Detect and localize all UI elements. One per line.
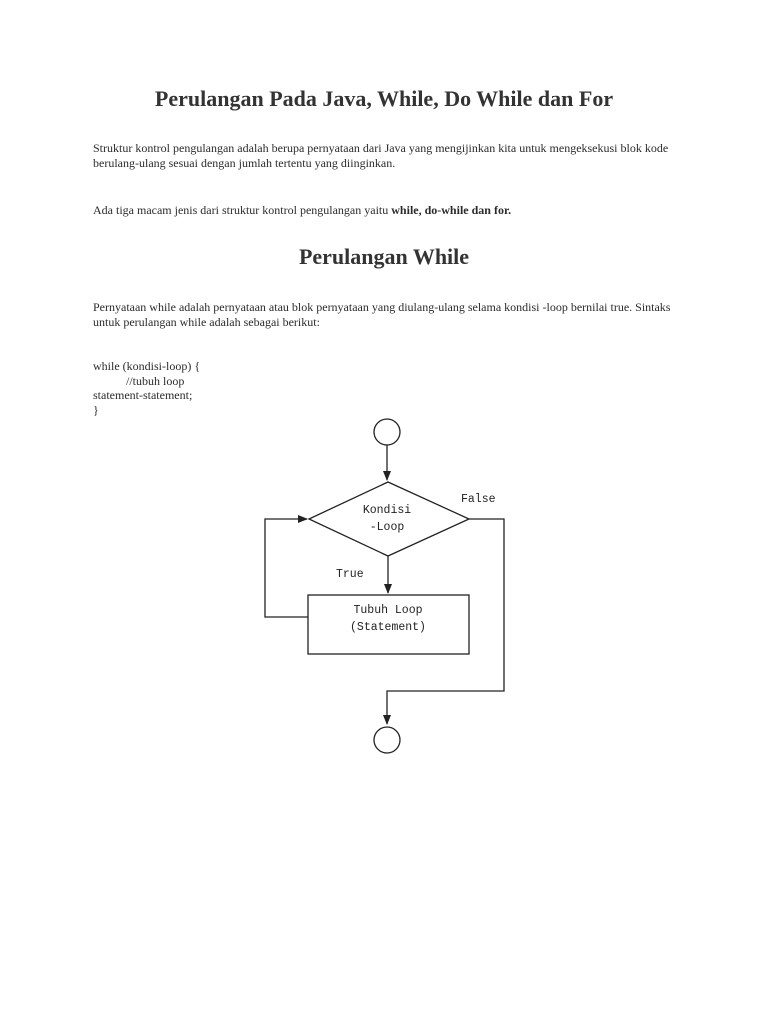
end-terminal [374,727,400,753]
types-paragraph-text: Ada tiga macam jenis dari struktur kontrol pengulangan yaitu [93,203,392,217]
decision-diamond [309,482,469,556]
process-label-line2: (Statement) [350,621,426,634]
page-title: Perulangan Pada Java, While, Do While dan For [154,86,614,111]
intro-paragraph: Struktur kontrol pengulangan adalah berupa pernyataan dari Java yang mengijinkan kita untuk mengeksekusi blok kode berulang-ulang sesuai dengan jumlah tertentu yang diinginkan. [93,141,669,170]
section-heading: Perulangan While [298,244,470,269]
while-paragraph: Pernyataan while adalah pernyataan atau blok pernyataan yang diulang-ulang selama kondisi -loop bernilai true. Sintaks untuk perulangan while adalah sebagai berikut: [93,300,671,329]
process-label-line1: Tubuh Loop [353,604,423,617]
code-line: //tubuh loop [126,373,185,388]
code-line: while (kondisi-loop) { [93,359,201,373]
true-label: True [336,568,364,581]
code-line: } [93,402,99,417]
types-paragraph-emphasis: while, do-while dan for. [391,203,512,217]
false-label: False [461,493,496,506]
start-terminal [374,419,400,445]
decision-label-line2: -Loop [369,521,405,534]
loop-back-line [265,519,308,617]
decision-label-line1: Kondisi [362,504,412,517]
code-line: statement-statement; [93,388,193,402]
